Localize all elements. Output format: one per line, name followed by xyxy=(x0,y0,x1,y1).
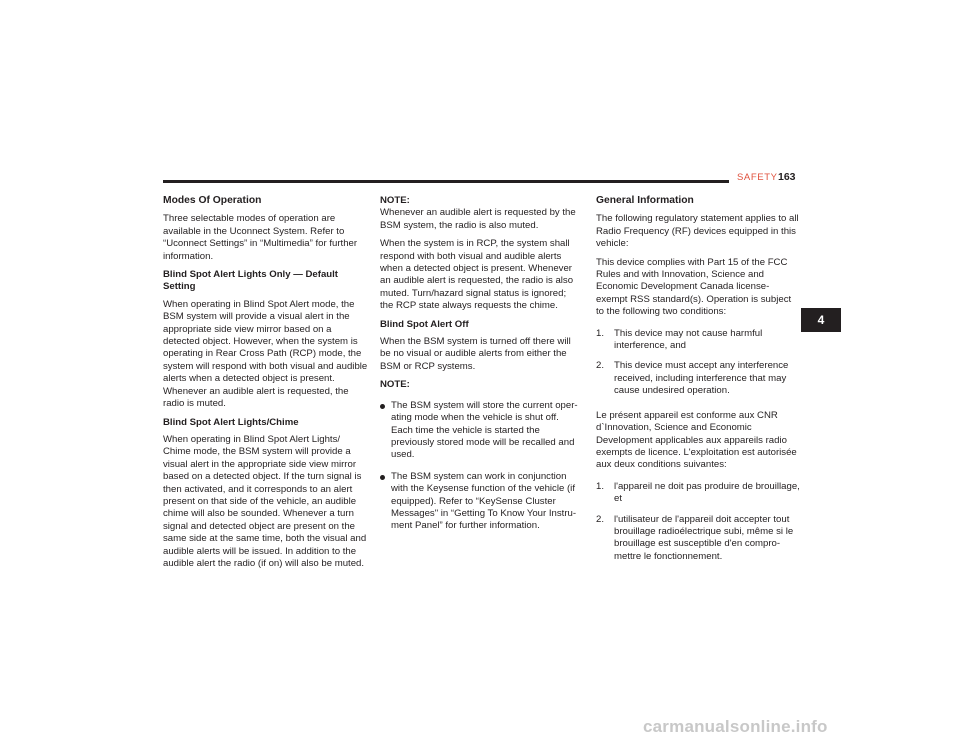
column-3 xyxy=(596,195,800,571)
list-text: This device may not cause harmful interference, and xyxy=(614,327,763,352)
list-item xyxy=(596,481,800,506)
page-number: 163 xyxy=(778,171,796,183)
list-number: 2. xyxy=(596,360,605,372)
paragraph-rcp: When the system is in RCP, the system shall respond with both visual and audible alerts when a detected object is present. Whenever an audible alert is requested, the radio is also muted. Turn/hazard signal status is ignored; the RCP state always requests the chime. xyxy=(380,238,574,312)
subheading-alert-off: Blind Spot Alert Off xyxy=(380,318,469,330)
column-2 xyxy=(380,195,580,542)
list-item xyxy=(596,360,800,397)
list-number: 2. xyxy=(596,513,605,525)
paragraph-french: Le présent appareil est conforme aux CNR d`Innovation, Science and Economic Development applicables aux appareils radio exempts de licence. L'exploitation est autorisée aux deux conditions suivantes: xyxy=(596,409,797,471)
running-header-section: SAFETY xyxy=(737,172,778,183)
list-item xyxy=(596,328,800,353)
paragraph-lights-only: When operating in Blind Spot Alert mode, the BSM system will provide a visual alert in the appropriate side view mirror based on a detected object. However, when the system is operating in Rear Cross Path (RCP) mode, the system will respond with both visual and audible alerts when a detected object is present. Whenever an audible alert is requested, the radio is muted. xyxy=(163,298,368,410)
paragraph-intro: Three selectable modes of operation are available in the Uconnect System. Refer to “Uconnect Settings” in “Multimedia” for further information. xyxy=(163,213,358,262)
bullet-dot-icon xyxy=(380,475,385,480)
heading-modes-of-operation: Modes Of Operation xyxy=(163,195,262,206)
list-text: l'utilisateur de l'appareil doit accepter tout brouillage radioélectrique subi, même si le brouillage est susceptible d'en compro- mettre le fonctionnement. xyxy=(614,513,794,562)
list-text: This device must accept any interference received, including interference that may cause undesired operation. xyxy=(614,360,789,397)
chapter-tab: 4 xyxy=(801,308,841,332)
paragraph-lights-chime: When operating in Blind Spot Alert Lights/ Chime mode, the BSM system will provide a visual alert in the appropriate side view mirror based on a detected object. If the turn signal is then activated, and it corresponds to an alert present on that side of the vehicle, an audible chime will also be sounded. Whenever a turn signal and detected object are present on the same side at the same time, both the visual and audible alerts will be issued. In addition to the audible alert the radio (if on) will also be muted. xyxy=(163,433,367,569)
subheading-lights-only: Blind Spot Alert Lights Only — Default Setting xyxy=(163,269,338,293)
subheading-lights-chime: Blind Spot Alert Lights/Chime xyxy=(163,416,299,428)
paragraph-alert-off: When the BSM system is turned off there will be no visual or audible alerts from either the BSM or RCP systems. xyxy=(380,336,571,372)
bullet-text: The BSM system will store the current oper- ating mode when the vehicle is shut off. Each time the vehicle is started the previously stored mode will be recalled and used. xyxy=(391,399,578,461)
note-label-2: NOTE: xyxy=(380,379,410,391)
bullet-item xyxy=(380,400,580,462)
paragraph-regulatory: The following regulatory statement applies to all Radio Frequency (RF) devices equipped in this vehicle: xyxy=(596,213,799,250)
list-item xyxy=(596,514,800,564)
watermark: carmanualsonline.info xyxy=(643,717,828,736)
list-number: 1. xyxy=(596,327,605,339)
bullet-item xyxy=(380,471,580,533)
list-text: l'appareil ne doit pas produire de brouillage, et xyxy=(614,480,800,505)
note-text: Whenever an audible alert is requested by the BSM system, the radio is also muted. xyxy=(380,207,576,231)
paragraph-fcc: This device complies with Part 15 of the FCC Rules and with Innovation, Science and Economic Development Canada license-exempt RSS standard(s). Operation is subject to the following two conditions: xyxy=(596,256,792,318)
header-rule xyxy=(163,180,729,183)
list-number: 1. xyxy=(596,480,605,492)
bullet-text: The BSM system can work in conjunction with the Keysense function of the vehicle (if equipped). Refer to “KeySense Cluster Messages" in “Getting To Know Your Instru- ment Panel” for further information. xyxy=(391,470,577,532)
note-label: NOTE: xyxy=(380,195,410,206)
heading-general-information: General Information xyxy=(596,195,694,206)
bullet-dot-icon xyxy=(380,404,385,409)
column-1 xyxy=(163,195,370,576)
